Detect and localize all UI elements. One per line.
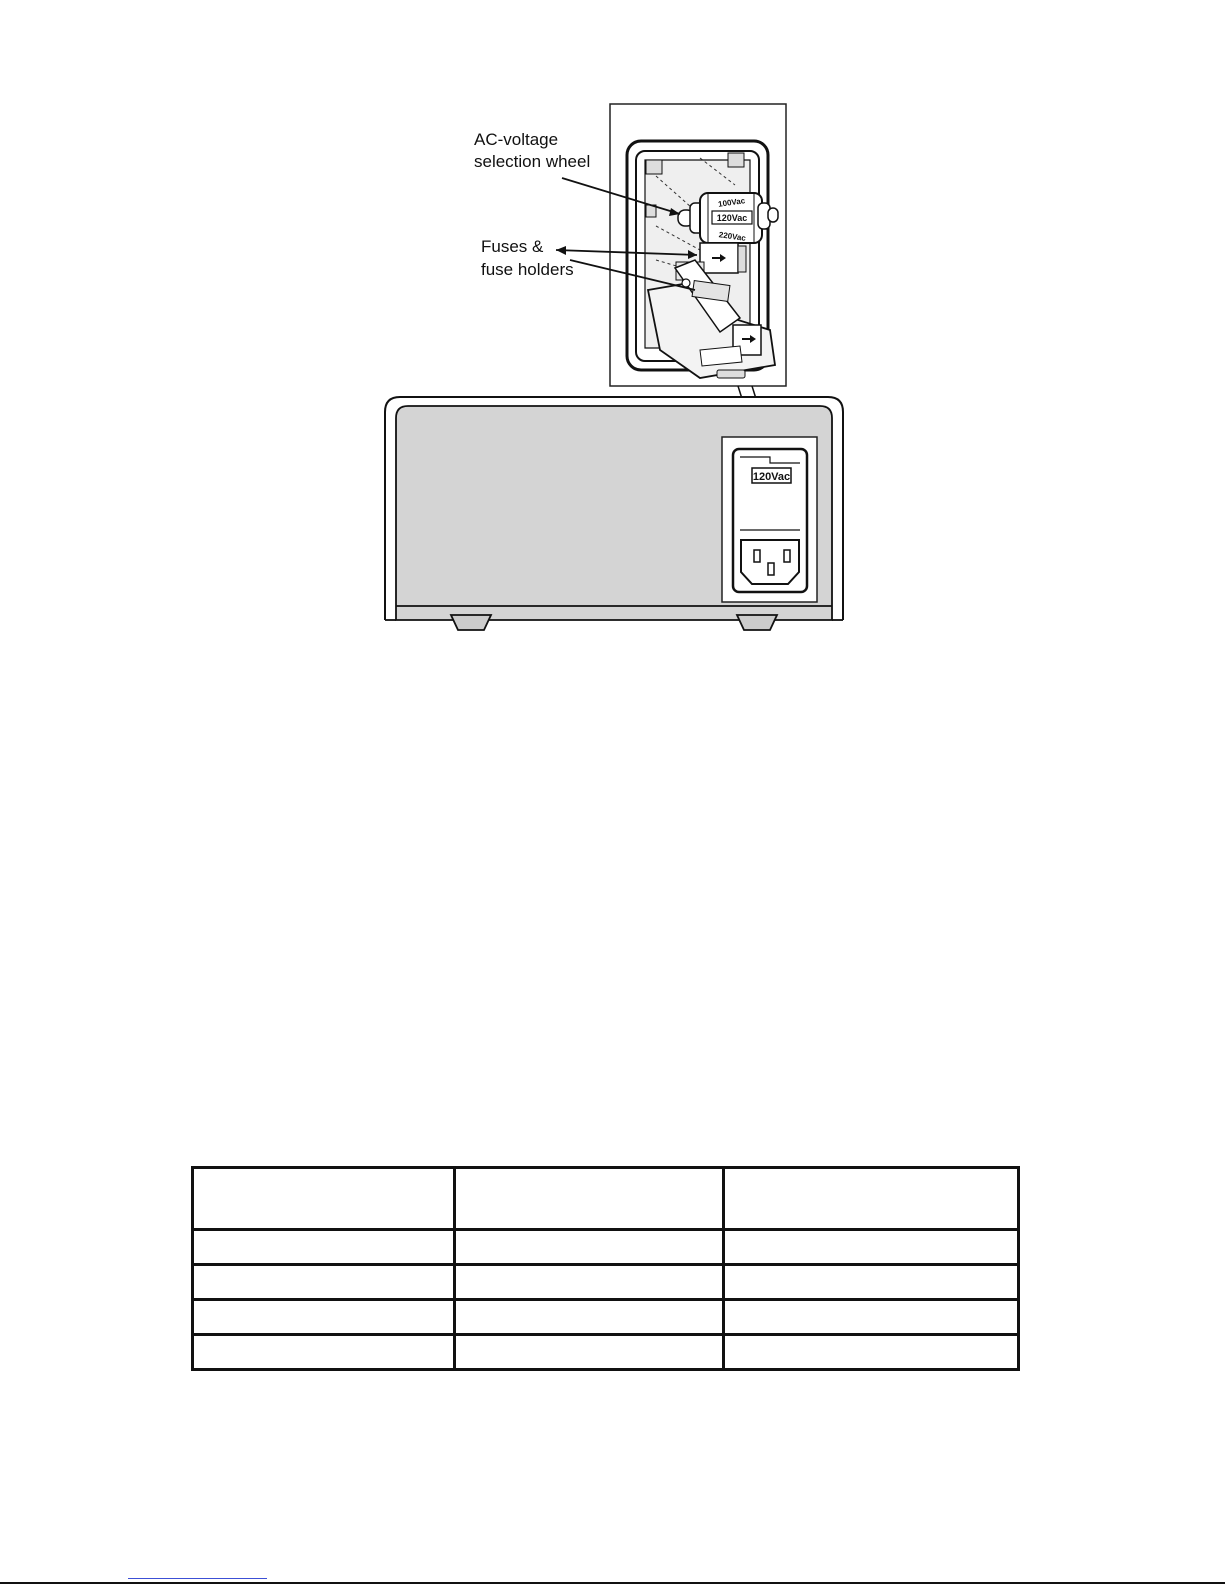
table-cell [193,1230,455,1265]
table-header-row [193,1168,1019,1230]
power-entry-module-diagram [0,0,1225,660]
footer-rule [0,1582,1225,1584]
table-cell [455,1230,724,1265]
table-header-cell [193,1168,455,1230]
wheel-label-120: 120Vac [716,213,748,223]
table-cell [193,1265,455,1300]
table-row [193,1230,1019,1265]
table-row [193,1265,1019,1300]
table-cell [724,1265,1019,1300]
selected-voltage-label: 120Vac [752,471,791,483]
table-header-cell [724,1168,1019,1230]
table-row [193,1300,1019,1335]
table-row [193,1335,1019,1370]
callout-ac-voltage-line2: selection wheel [474,152,591,171]
wheel-label-100: 100Vac [717,196,746,209]
fuse-spec-table [191,1166,1020,1371]
table-header-cell [455,1168,724,1230]
table-cell [724,1335,1019,1370]
table-cell [193,1335,455,1370]
wheel-label-220: 220Vac [718,230,747,243]
callout-ac-voltage-line1: AC-voltage [474,130,559,149]
footer-link-underline [128,1578,267,1579]
table-cell [724,1230,1019,1265]
table-cell [455,1265,724,1300]
callout-fuses-line2: fuse holders [481,260,574,279]
table-cell [455,1335,724,1370]
table-cell [724,1300,1019,1335]
power-entry-module [722,437,817,602]
table-cell [455,1300,724,1335]
table-cell [193,1300,455,1335]
callout-fuses-line1: Fuses & [481,237,544,256]
